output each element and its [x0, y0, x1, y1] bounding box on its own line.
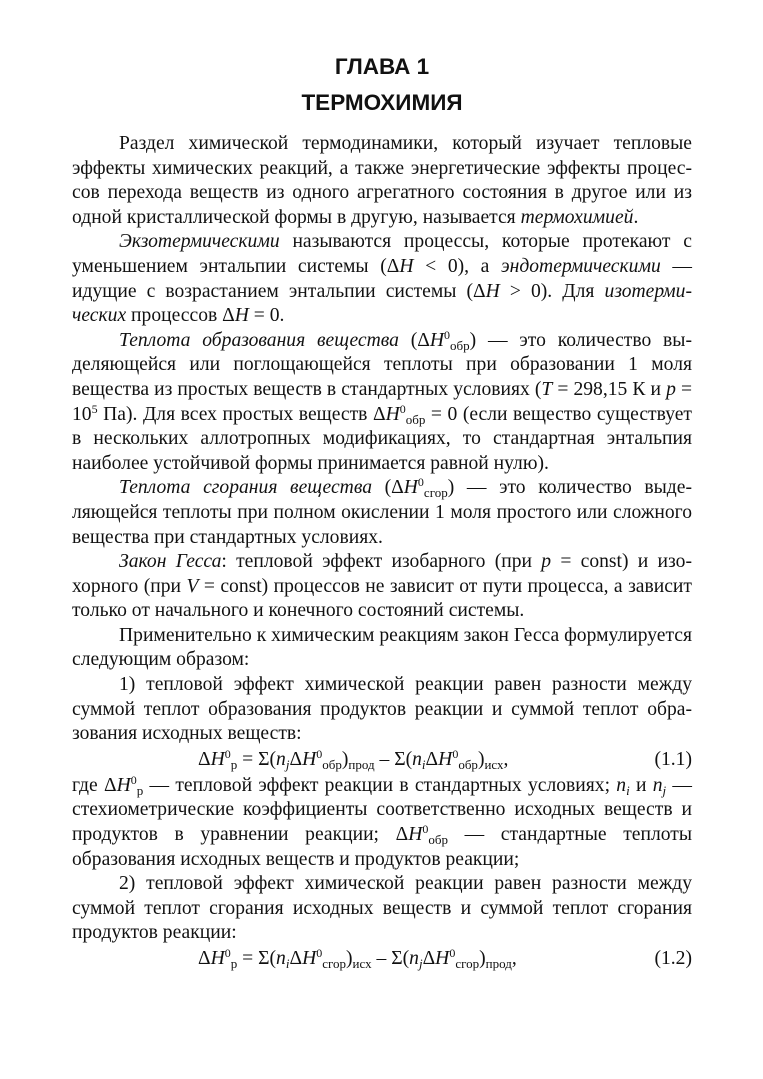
paragraph-formula-legend: где $\Delta H^0_р$ — тепловой эффект реакции в стандартных условиях; $n_i$ и $n_j$ — стехиометрические коэффициенты соответственно исходных веществ и продуктов в уравнении реакции; $\Delta H^0_{обр}$ — стандартные теплоты образования исходных веществ и продуктов реакции; — [72, 772, 693, 870]
chapter-title: ТЕРМОХИМИЯ — [301, 90, 463, 115]
paragraph-heat-of-formation: Теплота образования вещества $(\Delta H^0_{обр})$ — это количество выделяющейся или поглощающейся теплоты при образовании 1 моля вещества из простых веществ в стандартных условиях (T = 298,15 К и $p = 10^5$ Па). Для всех простых веществ $\Delta H^0_{обр} = 0$ (если вещество существует в нескольких аллотропных модификациях, то стандартная энтальпия наиболее устойчивой формы принимается равной нулю). — [72, 327, 693, 474]
formula-1-2 — [72, 946, 692, 973]
paragraph-thermochemistry-definition: Раздел химической термодинамики, который изучает тепловые эффекты химических реакций, а также энергетические эффекты процессов перехода веществ из одного агрегатного состояния в другое или из одной кристаллической формы в другую, называется термохимией. — [72, 133, 692, 228]
formula-1-1 — [72, 747, 692, 774]
paragraph-rule-2: 2) тепловой эффект химической реакции равен разности между суммой теплот сгорания исходных веществ и суммой теплот сгорания продуктов реакции: — [72, 873, 692, 944]
paragraph-heat-of-combustion: Теплота сгорания вещества $(\Delta H^0_{сгор})$ — это количество выделяющейся теплоты при полном окислении 1 моля простого или сложного вещества при стандартных условиях. — [72, 475, 692, 548]
paragraph-rule-1: 1) тепловой эффект химической реакции равен разности между суммой теплот образования продуктов реакции и суммой теплот образования исходных веществ: — [72, 674, 692, 745]
paragraph-hess-applied: Применительно к химическим реакциям закон Гесса формулируется следующим образом: — [72, 624, 692, 671]
chapter-label: ГЛАВА 1 — [334, 54, 430, 79]
paragraph-hess-law: Закон Гесса: тепловой эффект изобарного (при p = const) и изохорного (при V = const) процессов не зависит от пути процесса, а зависит только от начального и конечного состояний системы. — [72, 551, 692, 622]
paragraph-exo-endo: Экзотермическими называются процессы, которые протекают с уменьшением энтальпии системы (ΔH < 0), а эндотермическими — идущие с возрастанием энтальпии системы (ΔH > 0). Для изотермических процессов ΔH = 0. — [72, 231, 692, 327]
document-page — [72, 52, 692, 973]
formula-1-2-number: (1.2) — [654, 948, 692, 969]
formula-1-1-expression: $\Delta H^0_р = \Sigma(n_j\Delta H^0_{обр})_{прод} - \Sigma(n_i\Delta H^0_{обр})_{исх}$, — [198, 746, 509, 772]
formula-1-1-number: (1.1) — [654, 748, 692, 770]
formula-1-2-expression: $\Delta H^0_р = \Sigma(n_i\Delta H^0_{сгор})_{исх} - \Sigma(n_j\Delta H^0_{сгор})_{прод}$, — [198, 946, 517, 971]
